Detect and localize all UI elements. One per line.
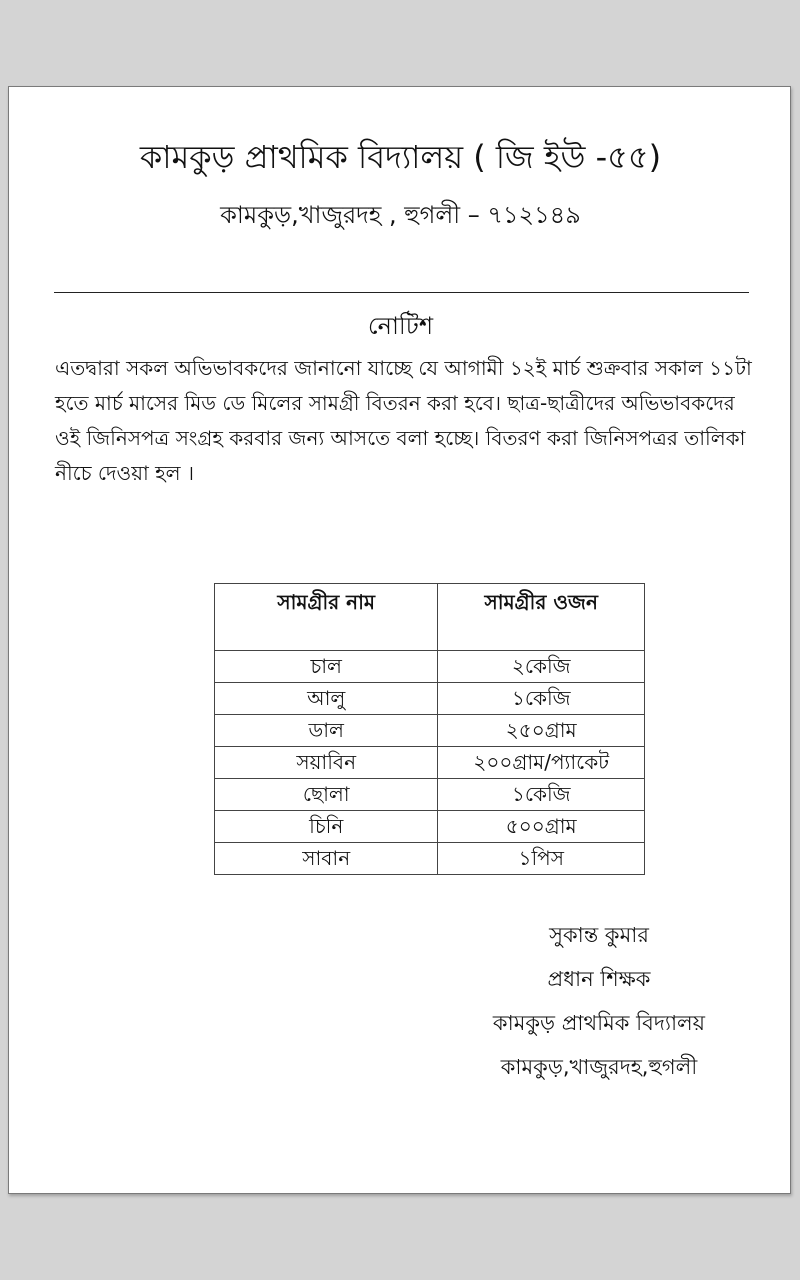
- signatory-address: কামকুড়,খাজুরদহ,হুগলী: [500, 1055, 698, 1079]
- item-name-cell: চিনি: [215, 811, 438, 843]
- item-weight-cell: ১কেজি: [438, 683, 645, 715]
- school-address: কামকুড়,খাজুরদহ , হুগলী – ৭১২১৪৯: [220, 201, 581, 229]
- table-row: [215, 747, 645, 779]
- table-row: [215, 651, 645, 683]
- item-name-cell: ডাল: [215, 715, 438, 747]
- header-divider: [54, 292, 749, 293]
- signatory-designation: প্রধান শিক্ষক: [547, 967, 651, 991]
- table-row: [215, 779, 645, 811]
- document-page: [8, 86, 791, 1194]
- notice-heading: নোটিশ: [367, 312, 434, 340]
- signatory-name: সুকান্ত কুমার: [549, 923, 649, 947]
- item-weight-cell: ৫০০গ্রাম: [438, 811, 645, 843]
- column-header-item-name: সামগ্রীর নাম: [215, 584, 438, 651]
- table-row: [215, 811, 645, 843]
- item-weight-cell: ২কেজি: [438, 651, 645, 683]
- table-header-row: [215, 584, 645, 651]
- table-row: [215, 715, 645, 747]
- notice-body-text: এতদ্বারা সকল অভিভাবকদের জানানো যাচ্ছে যে আগামী ১২ই মার্চ শুক্রবার সকাল ১১টা হতে মার্চ মাসের মিড ডে মিলের সামগ্রী বিতরন করা হবে। ছাত্র-ছাত্রীদের অভিভাবকদের ওই জিনিসপত্র সংগ্রহ করবার জন্য আসতে বলা হচ্ছে। বিতরণ করা জিনিসপত্রর তালিকা নীচে দেওয়া হল ।: [55, 356, 752, 485]
- signature-block: [429, 913, 769, 1089]
- item-weight-cell: ২০০গ্রাম/প্যাকেট: [438, 747, 645, 779]
- item-name-cell: ছোলা: [215, 779, 438, 811]
- item-weight-cell: ১পিস: [438, 843, 645, 875]
- item-weight-cell: ২৫০গ্রাম: [438, 715, 645, 747]
- signatory-school: কামকুড় প্রাথমিক বিদ্যালয়: [492, 1011, 706, 1035]
- column-header-item-weight: সামগ্রীর ওজন: [438, 584, 645, 651]
- item-name-cell: সাবান: [215, 843, 438, 875]
- table-row: [215, 683, 645, 715]
- item-name-cell: আলু: [215, 683, 438, 715]
- items-table: [214, 583, 645, 875]
- item-name-cell: চাল: [215, 651, 438, 683]
- table-row: [215, 843, 645, 875]
- school-name-heading: কামকুড় প্রাথমিক বিদ্যালয় ( জি ইউ -৫৫): [139, 138, 662, 176]
- item-weight-cell: ১কেজি: [438, 779, 645, 811]
- item-name-cell: সয়াবিন: [215, 747, 438, 779]
